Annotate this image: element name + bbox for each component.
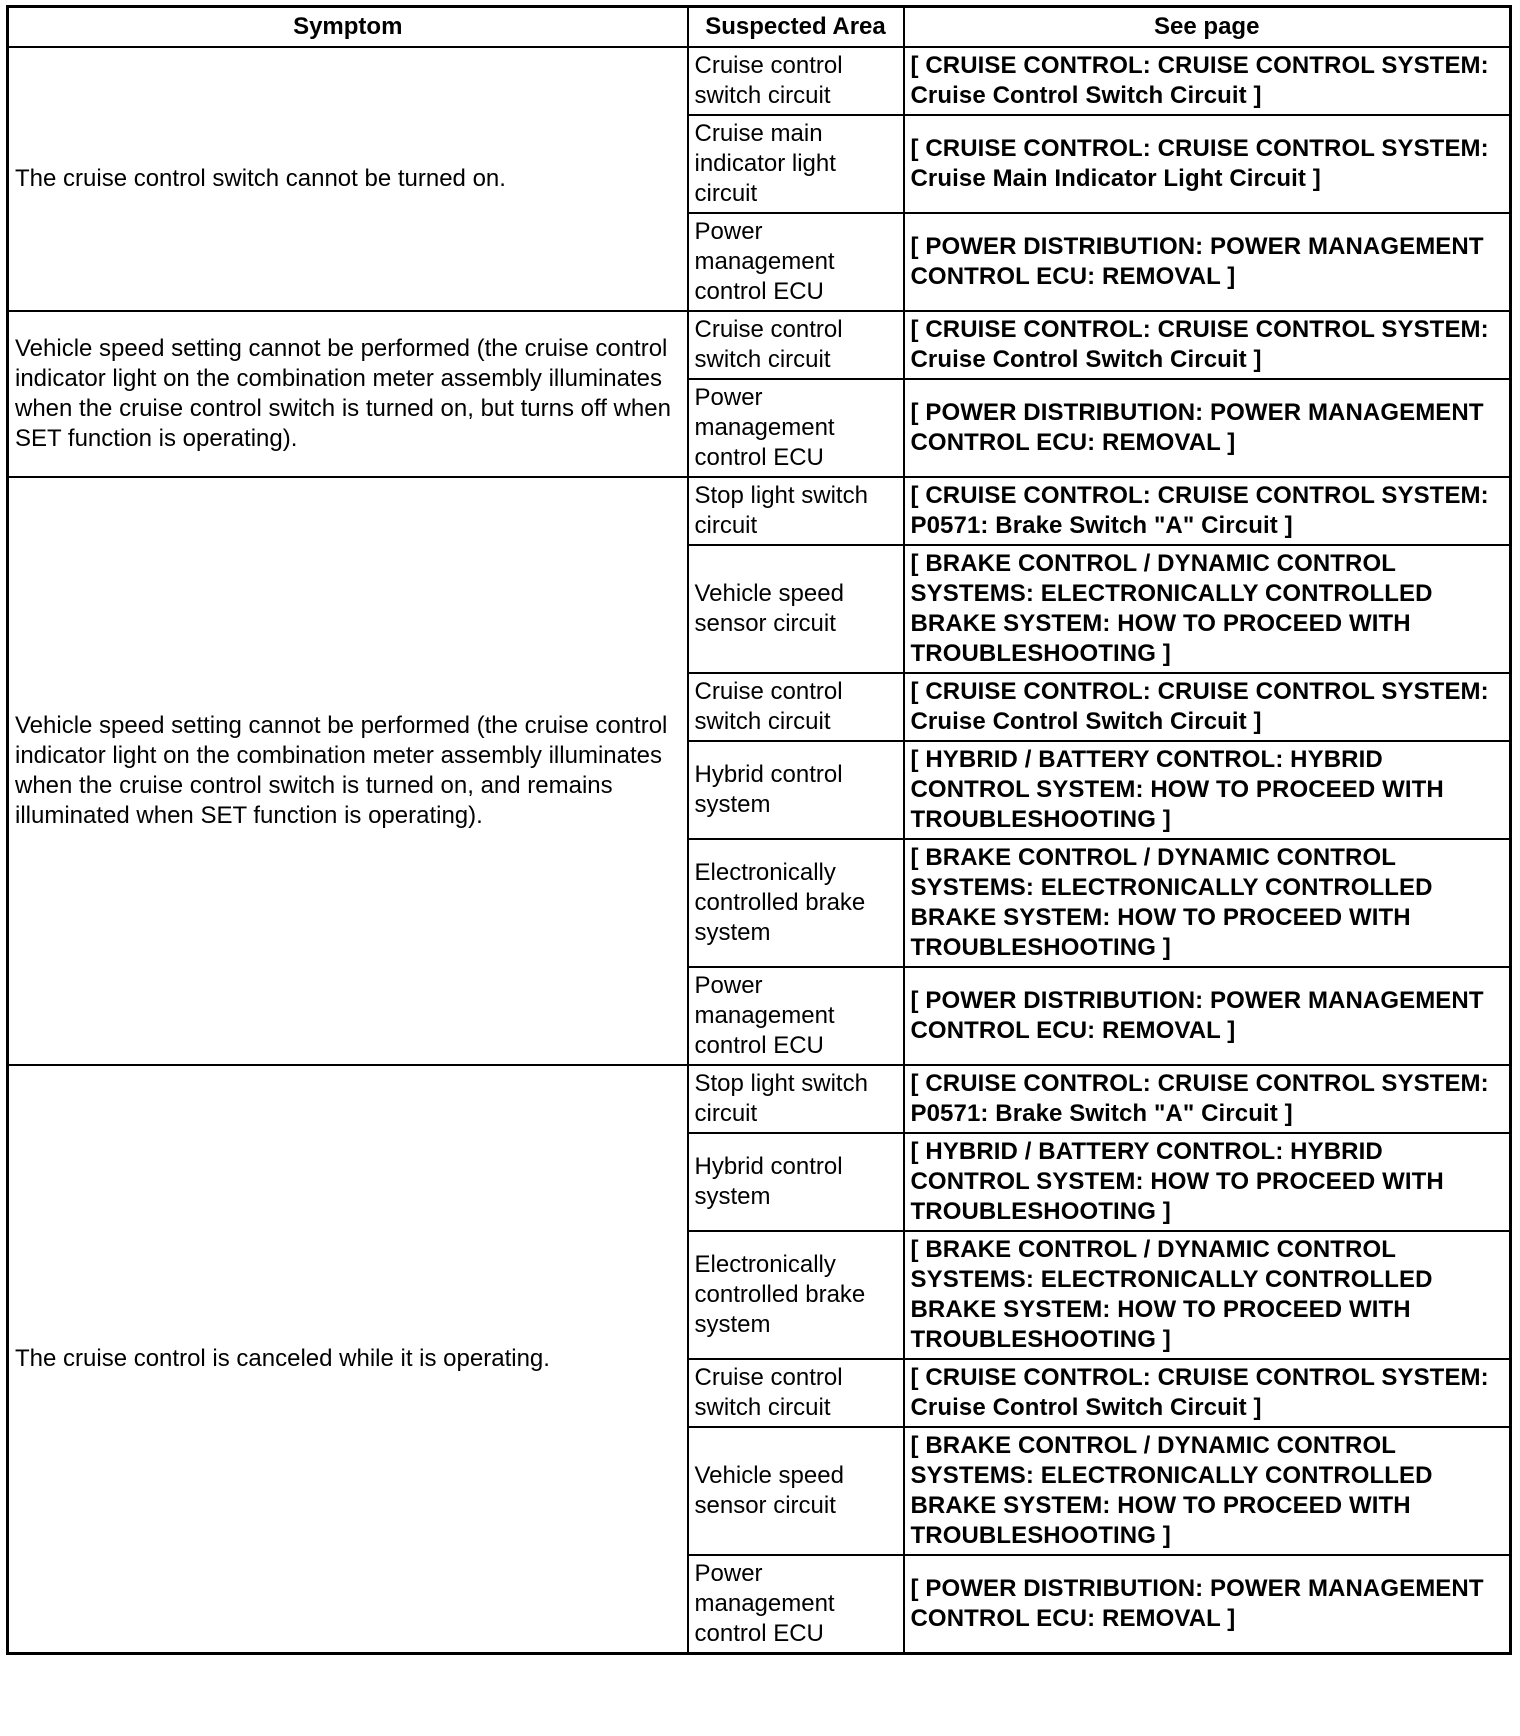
see-page-link[interactable]: [ BRAKE CONTROL / DYNAMIC CONTROL SYSTEMS: ELECTRONICALLY CONTROLLED BRAKE SYSTEM: HOW TO PROCEED WITH TROUBLESHOOTING ] bbox=[904, 545, 1511, 673]
header-see-page: See page bbox=[904, 7, 1511, 48]
suspected-area-cell: Stop light switch circuit bbox=[688, 1065, 904, 1133]
header-row bbox=[8, 7, 1511, 48]
header-symptom: Symptom bbox=[8, 7, 688, 48]
see-page-link[interactable]: [ POWER DISTRIBUTION: POWER MANAGEMENT CONTROL ECU: REMOVAL ] bbox=[904, 1555, 1511, 1654]
see-page-link[interactable]: [ CRUISE CONTROL: CRUISE CONTROL SYSTEM: Cruise Control Switch Circuit ] bbox=[904, 1359, 1511, 1427]
see-page-link[interactable]: [ CRUISE CONTROL: CRUISE CONTROL SYSTEM: Cruise Control Switch Circuit ] bbox=[904, 47, 1511, 115]
see-page-link[interactable]: [ BRAKE CONTROL / DYNAMIC CONTROL SYSTEMS: ELECTRONICALLY CONTROLLED BRAKE SYSTEM: HOW TO PROCEED WITH TROUBLESHOOTING ] bbox=[904, 1427, 1511, 1555]
symptom-cell: The cruise control is canceled while it is operating. bbox=[8, 1065, 688, 1654]
suspected-area-cell: Electronically controlled brake system bbox=[688, 839, 904, 967]
see-page-link[interactable]: [ BRAKE CONTROL / DYNAMIC CONTROL SYSTEMS: ELECTRONICALLY CONTROLLED BRAKE SYSTEM: HOW TO PROCEED WITH TROUBLESHOOTING ] bbox=[904, 1231, 1511, 1359]
suspected-area-cell: Vehicle speed sensor circuit bbox=[688, 545, 904, 673]
see-page-link[interactable]: [ CRUISE CONTROL: CRUISE CONTROL SYSTEM: P0571: Brake Switch "A" Circuit ] bbox=[904, 477, 1511, 545]
see-page-link[interactable]: [ HYBRID / BATTERY CONTROL: HYBRID CONTROL SYSTEM: HOW TO PROCEED WITH TROUBLESHOOTING ] bbox=[904, 1133, 1511, 1231]
suspected-area-cell: Cruise main indicator light circuit bbox=[688, 115, 904, 213]
see-page-link[interactable]: [ CRUISE CONTROL: CRUISE CONTROL SYSTEM: Cruise Main Indicator Light Circuit ] bbox=[904, 115, 1511, 213]
table-row bbox=[8, 1065, 1511, 1133]
see-page-link[interactable]: [ POWER DISTRIBUTION: POWER MANAGEMENT CONTROL ECU: REMOVAL ] bbox=[904, 967, 1511, 1065]
problem-symptoms-table bbox=[6, 5, 1512, 1655]
suspected-area-cell: Hybrid control system bbox=[688, 1133, 904, 1231]
suspected-area-cell: Power management control ECU bbox=[688, 967, 904, 1065]
suspected-area-cell: Electronically controlled brake system bbox=[688, 1231, 904, 1359]
table-row bbox=[8, 311, 1511, 379]
suspected-area-cell: Cruise control switch circuit bbox=[688, 673, 904, 741]
see-page-link[interactable]: [ POWER DISTRIBUTION: POWER MANAGEMENT CONTROL ECU: REMOVAL ] bbox=[904, 379, 1511, 477]
suspected-area-cell: Power management control ECU bbox=[688, 213, 904, 311]
suspected-area-cell: Cruise control switch circuit bbox=[688, 1359, 904, 1427]
see-page-link[interactable]: [ CRUISE CONTROL: CRUISE CONTROL SYSTEM: Cruise Control Switch Circuit ] bbox=[904, 673, 1511, 741]
suspected-area-cell: Vehicle speed sensor circuit bbox=[688, 1427, 904, 1555]
table-row bbox=[8, 477, 1511, 545]
symptom-cell: Vehicle speed setting cannot be performed (the cruise control indicator light on the combination meter assembly illuminates when the cruise control switch is turned on, but turns off when SET function is operating). bbox=[8, 311, 688, 477]
table-row bbox=[8, 47, 1511, 115]
symptom-cell: The cruise control switch cannot be turned on. bbox=[8, 47, 688, 311]
suspected-area-cell: Cruise control switch circuit bbox=[688, 47, 904, 115]
see-page-link[interactable]: [ BRAKE CONTROL / DYNAMIC CONTROL SYSTEMS: ELECTRONICALLY CONTROLLED BRAKE SYSTEM: HOW TO PROCEED WITH TROUBLESHOOTING ] bbox=[904, 839, 1511, 967]
suspected-area-cell: Power management control ECU bbox=[688, 379, 904, 477]
suspected-area-cell: Cruise control switch circuit bbox=[688, 311, 904, 379]
suspected-area-cell: Hybrid control system bbox=[688, 741, 904, 839]
see-page-link[interactable]: [ CRUISE CONTROL: CRUISE CONTROL SYSTEM: P0571: Brake Switch "A" Circuit ] bbox=[904, 1065, 1511, 1133]
see-page-link[interactable]: [ CRUISE CONTROL: CRUISE CONTROL SYSTEM: Cruise Control Switch Circuit ] bbox=[904, 311, 1511, 379]
symptom-cell: Vehicle speed setting cannot be performed (the cruise control indicator light on the combination meter assembly illuminates when the cruise control switch is turned on, and remains illuminated when SET function is operating). bbox=[8, 477, 688, 1065]
suspected-area-cell: Stop light switch circuit bbox=[688, 477, 904, 545]
see-page-link[interactable]: [ HYBRID / BATTERY CONTROL: HYBRID CONTROL SYSTEM: HOW TO PROCEED WITH TROUBLESHOOTING ] bbox=[904, 741, 1511, 839]
suspected-area-cell: Power management control ECU bbox=[688, 1555, 904, 1654]
see-page-link[interactable]: [ POWER DISTRIBUTION: POWER MANAGEMENT CONTROL ECU: REMOVAL ] bbox=[904, 213, 1511, 311]
header-suspected-area: Suspected Area bbox=[688, 7, 904, 48]
